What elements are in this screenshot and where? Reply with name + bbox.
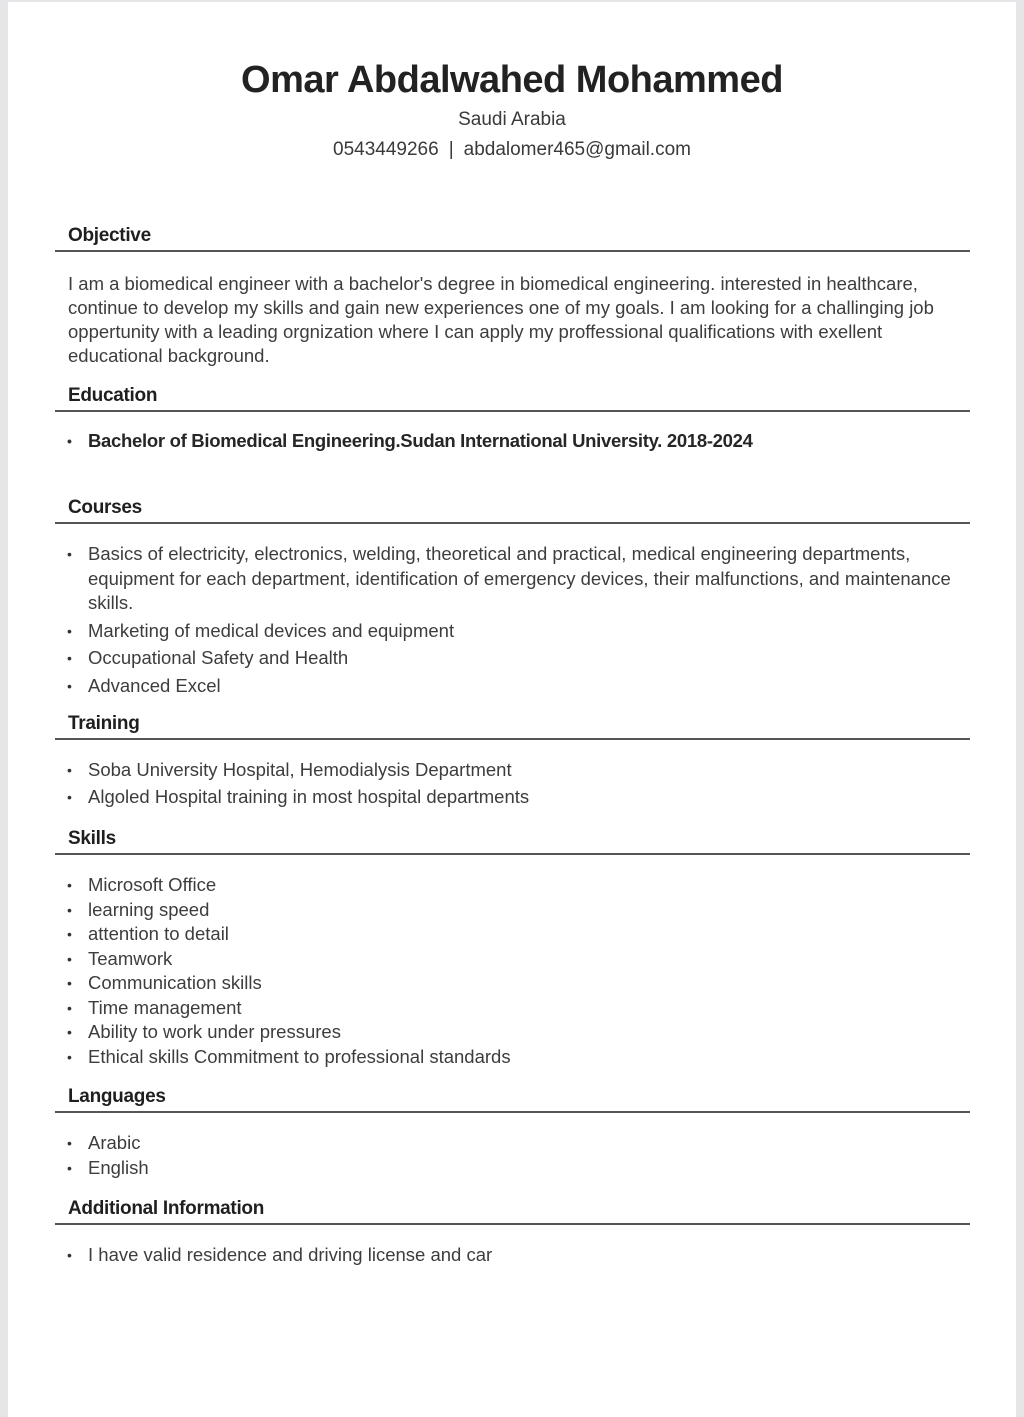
course-item: • Advanced Excel bbox=[55, 674, 970, 699]
bullet-icon: • bbox=[67, 901, 72, 918]
bullet-icon: • bbox=[67, 950, 72, 967]
bullet-icon: • bbox=[67, 926, 72, 942]
section-title-languages: Languages bbox=[55, 1085, 970, 1113]
section-title-skills: Skills bbox=[55, 827, 970, 855]
language-item: • English bbox=[55, 1156, 970, 1181]
section-title-additional-information: Additional Information bbox=[55, 1197, 970, 1225]
candidate-location: Saudi Arabia bbox=[458, 109, 566, 130]
bullet-icon: • bbox=[67, 433, 72, 449]
section-objective bbox=[55, 224, 970, 368]
courses-list bbox=[55, 542, 970, 698]
bullet-icon: • bbox=[67, 975, 72, 991]
bullet-icon: • bbox=[67, 1247, 72, 1263]
section-skills bbox=[55, 827, 970, 1069]
education-item: • Bachelor of Biomedical Engineering.Sudan International University. 2018-2024 bbox=[55, 429, 970, 454]
training-item: • Soba University Hospital, Hemodialysis Department bbox=[55, 758, 970, 783]
phone-number: 0543449266 bbox=[333, 139, 439, 160]
bullet-icon: • bbox=[67, 762, 72, 778]
education-list bbox=[55, 429, 970, 454]
resume-header bbox=[0, 56, 1024, 162]
training-list bbox=[55, 758, 970, 809]
skill-item: • Communication skills bbox=[55, 971, 970, 996]
bullet-icon: • bbox=[67, 877, 72, 893]
bullet-icon: • bbox=[67, 1135, 72, 1151]
bullet-icon: • bbox=[67, 546, 72, 562]
language-item: • Arabic bbox=[55, 1131, 970, 1156]
section-education bbox=[55, 384, 970, 454]
bullet-icon: • bbox=[67, 788, 72, 805]
skill-item: • Ability to work under pressures bbox=[55, 1020, 970, 1045]
skill-item: • Microsoft Office bbox=[55, 873, 970, 898]
bullet-icon: • bbox=[67, 999, 72, 1016]
bullet-icon: • bbox=[67, 622, 72, 639]
section-title-education: Education bbox=[55, 384, 970, 412]
skill-item: • Ethical skills Commitment to professional standards bbox=[55, 1045, 970, 1070]
bullet-icon: • bbox=[67, 677, 72, 694]
skill-item: • Teamwork bbox=[55, 947, 970, 972]
candidate-name: Omar Abdalwahed Mohammed bbox=[241, 59, 783, 101]
section-title-training: Training bbox=[55, 712, 970, 740]
contact-separator: | bbox=[448, 139, 454, 160]
additional-information-item: • I have valid residence and driving license and car bbox=[55, 1243, 970, 1268]
section-languages bbox=[55, 1085, 970, 1180]
bullet-icon: • bbox=[67, 650, 72, 666]
email-address[interactable]: abdalomer465@gmail.com bbox=[463, 139, 691, 160]
course-item: • Basics of electricity, electronics, welding, theoretical and practical, medical engineering departments, equipment for each department, identification of emergency devices, their malfunctions, and maintenance skills. bbox=[67, 543, 951, 613]
section-title-courses: Courses bbox=[55, 496, 970, 524]
bullet-icon: • bbox=[67, 1048, 72, 1065]
bullet-icon: • bbox=[67, 1159, 72, 1176]
bullet-icon: • bbox=[67, 1024, 72, 1040]
skill-item: • attention to detail bbox=[55, 922, 970, 947]
skill-item: • Time management bbox=[55, 996, 970, 1021]
section-title-objective: Objective bbox=[55, 224, 970, 252]
contact-line bbox=[0, 138, 1024, 162]
section-training bbox=[55, 712, 970, 809]
training-item: • Algoled Hospital training in most hospital departments bbox=[55, 785, 970, 810]
additional-information-list bbox=[55, 1243, 970, 1268]
section-courses bbox=[55, 496, 970, 701]
skills-list bbox=[55, 873, 970, 1069]
course-item: • Marketing of medical devices and equipment bbox=[55, 619, 970, 644]
course-item: • Occupational Safety and Health bbox=[55, 646, 970, 671]
languages-list bbox=[55, 1131, 970, 1180]
objective-text: I am a biomedical engineer with a bachelor's degree in biomedical engineering. interested in healthcare, continue to develop my skills and gain new experiences one of my goals. I am looking for a challinging job oppertunity with a leading orgnization where I can apply my proffessional qualifications with exellent educational background. bbox=[68, 273, 934, 366]
section-additional-information bbox=[55, 1197, 970, 1268]
skill-item: • learning speed bbox=[55, 898, 970, 923]
